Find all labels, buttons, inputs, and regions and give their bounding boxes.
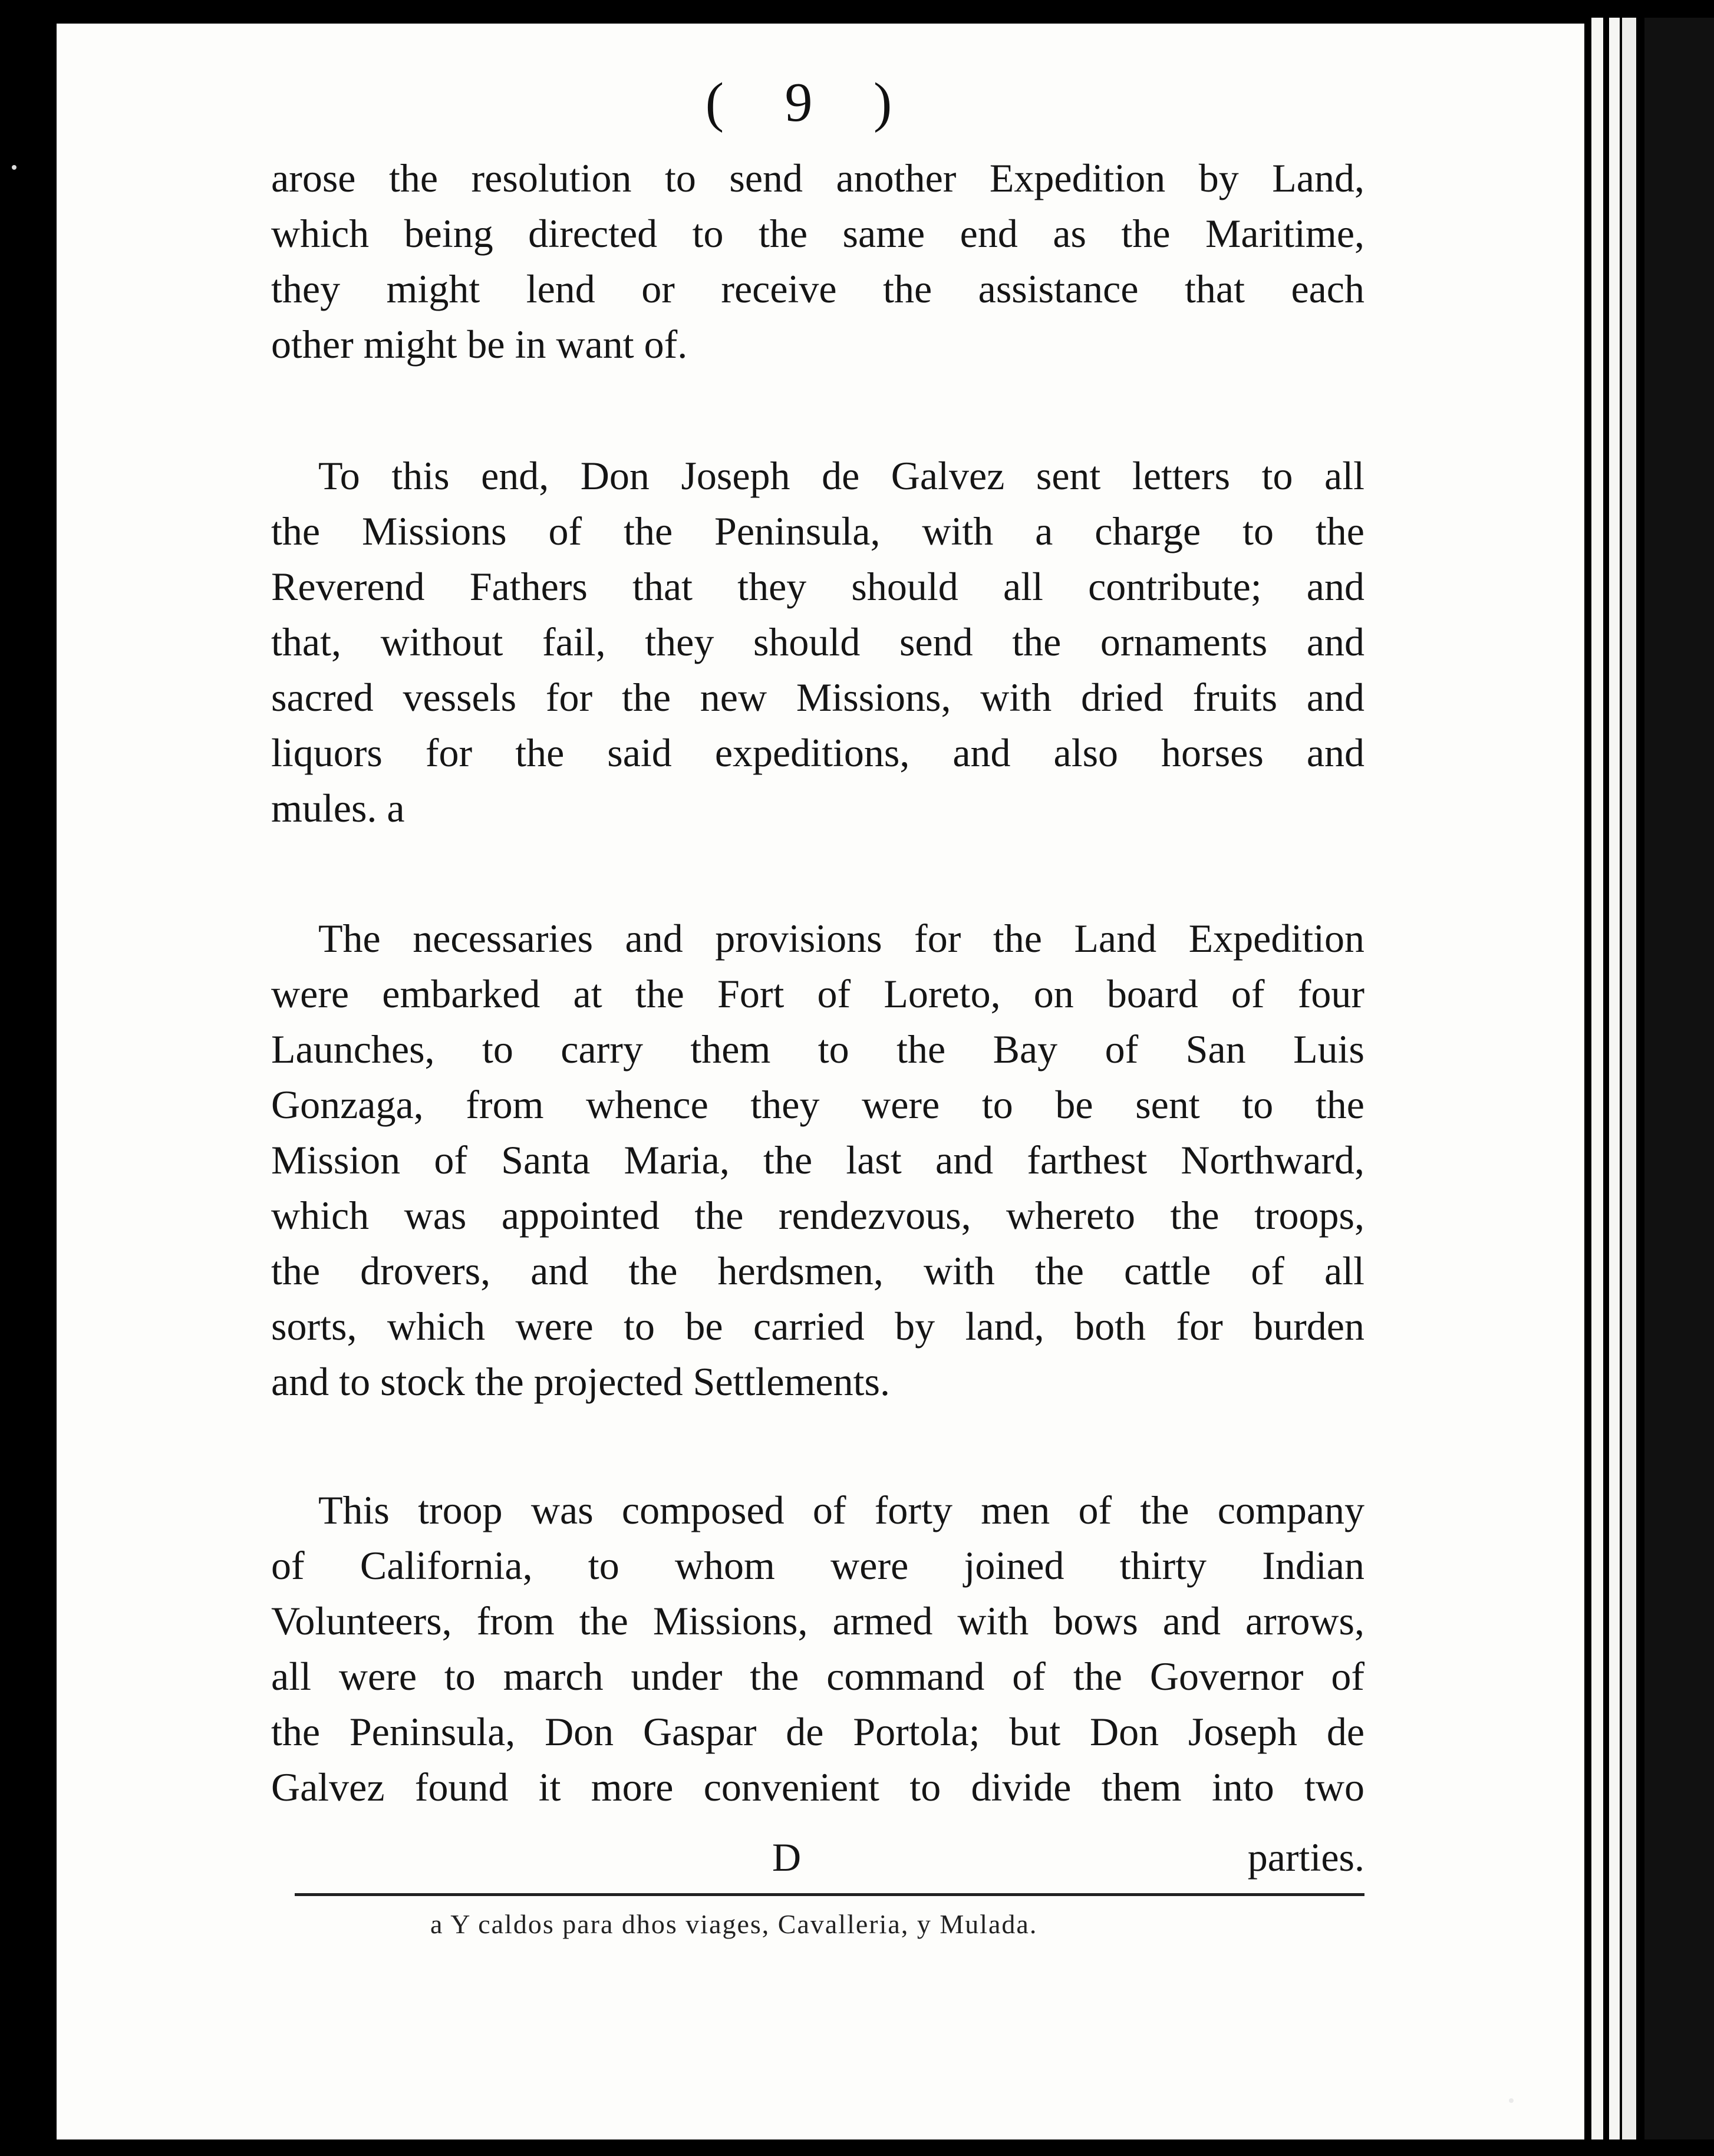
- signature-mark: D: [772, 1835, 802, 1880]
- page-number: ( 9 ): [705, 72, 916, 133]
- text-line: they might lend or receive the assistance that each: [271, 266, 1364, 311]
- adjacent-page-edge: [1591, 18, 1603, 2139]
- paragraph-1: [271, 150, 1364, 372]
- text-line: all were to march under the command of the Governor of: [271, 1654, 1364, 1699]
- text-line: To this end, Don Joseph de Galvez sent letters to all: [318, 453, 1364, 498]
- paragraph-2: [271, 448, 1364, 836]
- text-line: which being directed to the same end as the Maritime,: [271, 211, 1364, 256]
- text-line: Reverend Fathers that they should all contribute; and: [271, 564, 1364, 609]
- text-line: Launches, to carry them to the Bay of San Luis: [271, 1027, 1364, 1072]
- scan-border: [1644, 18, 1714, 2139]
- scan-speck: [1509, 2098, 1514, 2103]
- footnote: a Y caldos para dhos viages, Cavalleria, y Mulada.: [430, 1909, 1038, 1939]
- text-line: other might be in want of.: [271, 322, 688, 367]
- text-line: This troop was composed of forty men of the company: [318, 1488, 1364, 1532]
- footnote-rule: [295, 1893, 1364, 1896]
- text-line: Mission of Santa Maria, the last and farthest Northward,: [271, 1138, 1364, 1182]
- text-line: sorts, which were to be carried by land, both for burden: [271, 1304, 1364, 1349]
- text-line: that, without fail, they should send the ornaments and: [271, 619, 1364, 664]
- text-line: of California, to whom were joined thirty Indian: [271, 1543, 1364, 1588]
- text-line: Volunteers, from the Missions, armed with bows and arrows,: [271, 1598, 1364, 1643]
- text-line: Gonzaga, from whence they were to be sent to the: [271, 1082, 1364, 1127]
- paragraph-3: [271, 911, 1364, 1409]
- adjacent-page-edge: [1609, 18, 1620, 2139]
- text-line: mules. a: [271, 786, 405, 830]
- text-line: the drovers, and the herdsmen, with the cattle of all: [271, 1248, 1364, 1293]
- text-line: arose the resolution to send another Expedition by Land,: [271, 156, 1364, 200]
- text-line: which was appointed the rendezvous, whereto the troops,: [271, 1193, 1364, 1238]
- text-line: the Peninsula, Don Gaspar de Portola; but Don Joseph de: [271, 1709, 1364, 1754]
- adjacent-page-edge: [1622, 18, 1636, 2139]
- catchword: parties.: [1247, 1835, 1364, 1880]
- paragraph-4: [271, 1482, 1364, 1815]
- scan-speck: [12, 165, 17, 170]
- text-line: Galvez found it more convenient to divide them into two: [271, 1765, 1364, 1809]
- text-line: the Missions of the Peninsula, with a charge to the: [271, 509, 1364, 553]
- text-line: The necessaries and provisions for the Land Expedition: [318, 916, 1364, 961]
- text-line: and to stock the projected Settlements.: [271, 1359, 890, 1404]
- text-line: liquors for the said expeditions, and also horses and: [271, 730, 1364, 775]
- text-line: were embarked at the Fort of Loreto, on board of four: [271, 971, 1364, 1016]
- text-line: sacred vessels for the new Missions, with dried fruits and: [271, 675, 1364, 720]
